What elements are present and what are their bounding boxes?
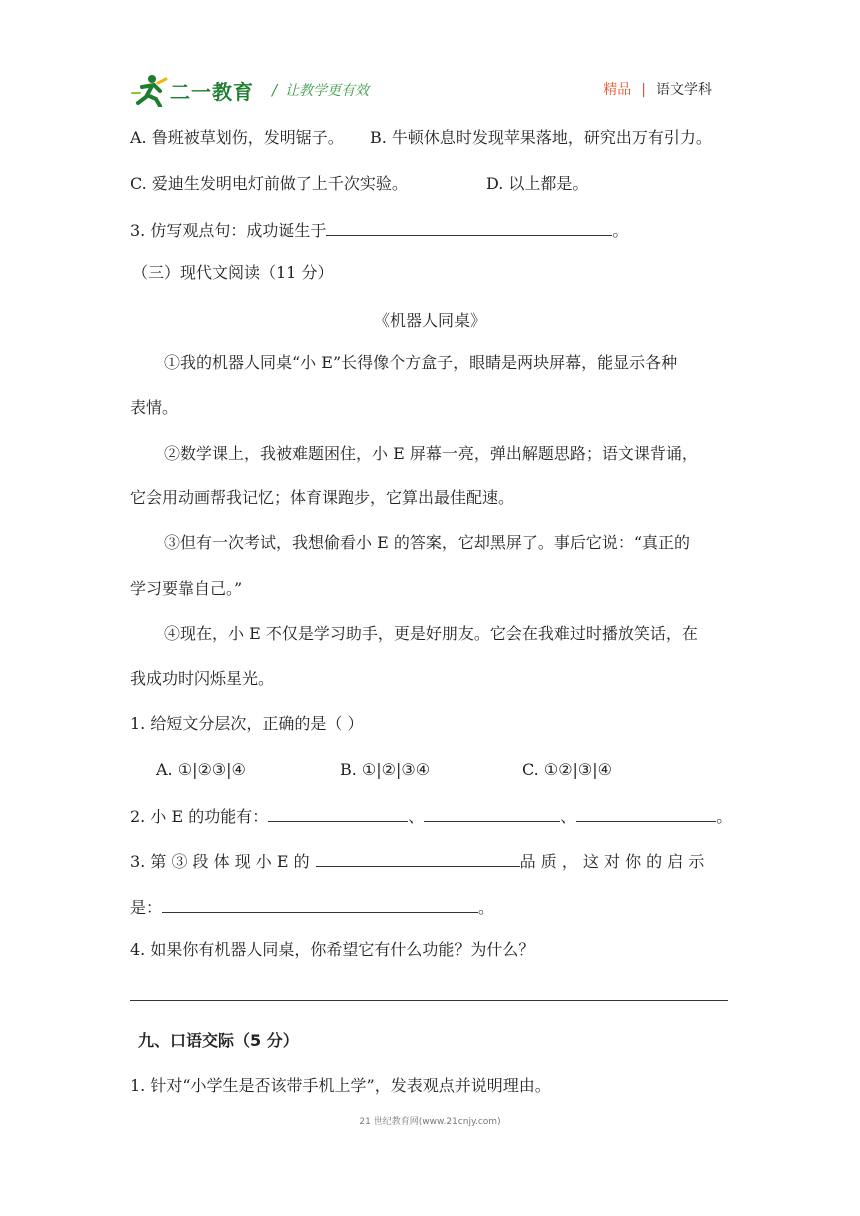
answer-blank-quality[interactable]: [316, 850, 520, 867]
paragraph-4-line-2: 我成功时闪烁星光。: [130, 669, 275, 688]
question-3-l1-prefix: 3. 第 ③ 段 体 现 小 E 的: [130, 852, 310, 871]
section-heading: （三）现代文阅读（11 分）: [132, 263, 334, 282]
paragraph-3-line-1: ③但有一次考试，我想偷看小 E 的答案，它却黑屏了。事后它说：“真正的: [164, 533, 691, 552]
blank-separator: 、: [408, 807, 425, 826]
paragraph-3-line-2: 学习要靠自己。”: [130, 579, 243, 598]
question-3-line-2: [130, 896, 494, 918]
question-4: 4. 如果你有机器人同桌，你希望它有什么功能？为什么？: [130, 940, 535, 959]
paragraph-4-line-1: ④现在，小 E 不仅是学习助手，更是好朋友。它会在我难过时播放笑话，在: [164, 624, 698, 643]
blank-separator: 、: [560, 807, 577, 826]
question-2-end: 。: [716, 807, 733, 826]
header-tags: [603, 79, 712, 99]
answer-blank-2[interactable]: [424, 805, 560, 822]
subject-tag: 语文学科: [656, 82, 712, 98]
option-b: B. 牛顿休息时发现苹果落地，研究出万有引力。: [370, 128, 712, 147]
question-1-option-b[interactable]: B. ①|②|③④: [340, 760, 431, 779]
tag-divider: |: [641, 82, 646, 98]
paragraph-1-line-1: ①我的机器人同桌“小 E”长得像个方盒子，眼睛是两块屏幕，能显示各种: [164, 353, 678, 372]
section-9-question-1: 1. 针对“小学生是否该带手机上学”，发表观点并说明理由。: [130, 1076, 551, 1095]
page-header: [130, 70, 730, 110]
header-separator: /: [272, 81, 278, 99]
brand-logo: [130, 70, 369, 110]
question-3-prefix: 3. 仿写观点句：成功诞生于: [130, 221, 327, 240]
question-3-line-1: [130, 850, 704, 872]
question-3-l1-suffix: 品 质 ， 这 对 你 的 启 示: [519, 852, 705, 871]
question-1-option-c[interactable]: C. ①②|③|④: [522, 760, 612, 779]
option-a: A. 鲁班被草划伤，发明锯子。: [130, 128, 344, 147]
question-1-option-a[interactable]: A. ①|②③|④: [156, 760, 246, 779]
paragraph-1-line-2: 表情。: [130, 398, 179, 417]
answer-blank-3[interactable]: [576, 805, 716, 822]
paragraph-2-line-2: 它会用动画帮我记忆；体育课跑步，它算出最佳配速。: [130, 488, 515, 507]
brand-slogan: 让教学更有效: [285, 83, 370, 99]
answer-blank-1[interactable]: [268, 805, 408, 822]
paragraph-2-line-1: ②数学课上，我被难题困住，小 E 屏幕一亮，弹出解题思路；语文课背诵，: [164, 444, 698, 463]
page-footer: 21 世纪教育网(www.21cnjy.com): [359, 1117, 501, 1127]
option-c: C. 爱迪生发明电灯前做了上千次实验。: [130, 174, 408, 193]
brand-name: 二一教育: [170, 79, 254, 104]
runner-icon: [130, 73, 168, 107]
question-2: [130, 805, 732, 827]
passage-title: 《机器人同桌》: [373, 311, 486, 330]
quality-tag: 精品: [603, 82, 632, 98]
question-3-suffix: 。: [612, 221, 629, 240]
question-1: 1. 给短文分层次，正确的是（ ）: [130, 714, 364, 733]
section-9-heading: 九、口语交际（5 分）: [138, 1031, 299, 1050]
answer-blank-inspiration[interactable]: [162, 896, 478, 913]
question-3-imitate: [130, 219, 628, 241]
answer-blank[interactable]: [326, 219, 612, 236]
option-d: D. 以上都是。: [486, 174, 589, 193]
answer-line[interactable]: [130, 1000, 728, 1001]
question-2-prefix: 2. 小 E 的功能有：: [130, 807, 269, 826]
question-3-l2-suffix: 。: [478, 898, 495, 917]
question-3-l2-prefix: 是：: [130, 898, 163, 917]
